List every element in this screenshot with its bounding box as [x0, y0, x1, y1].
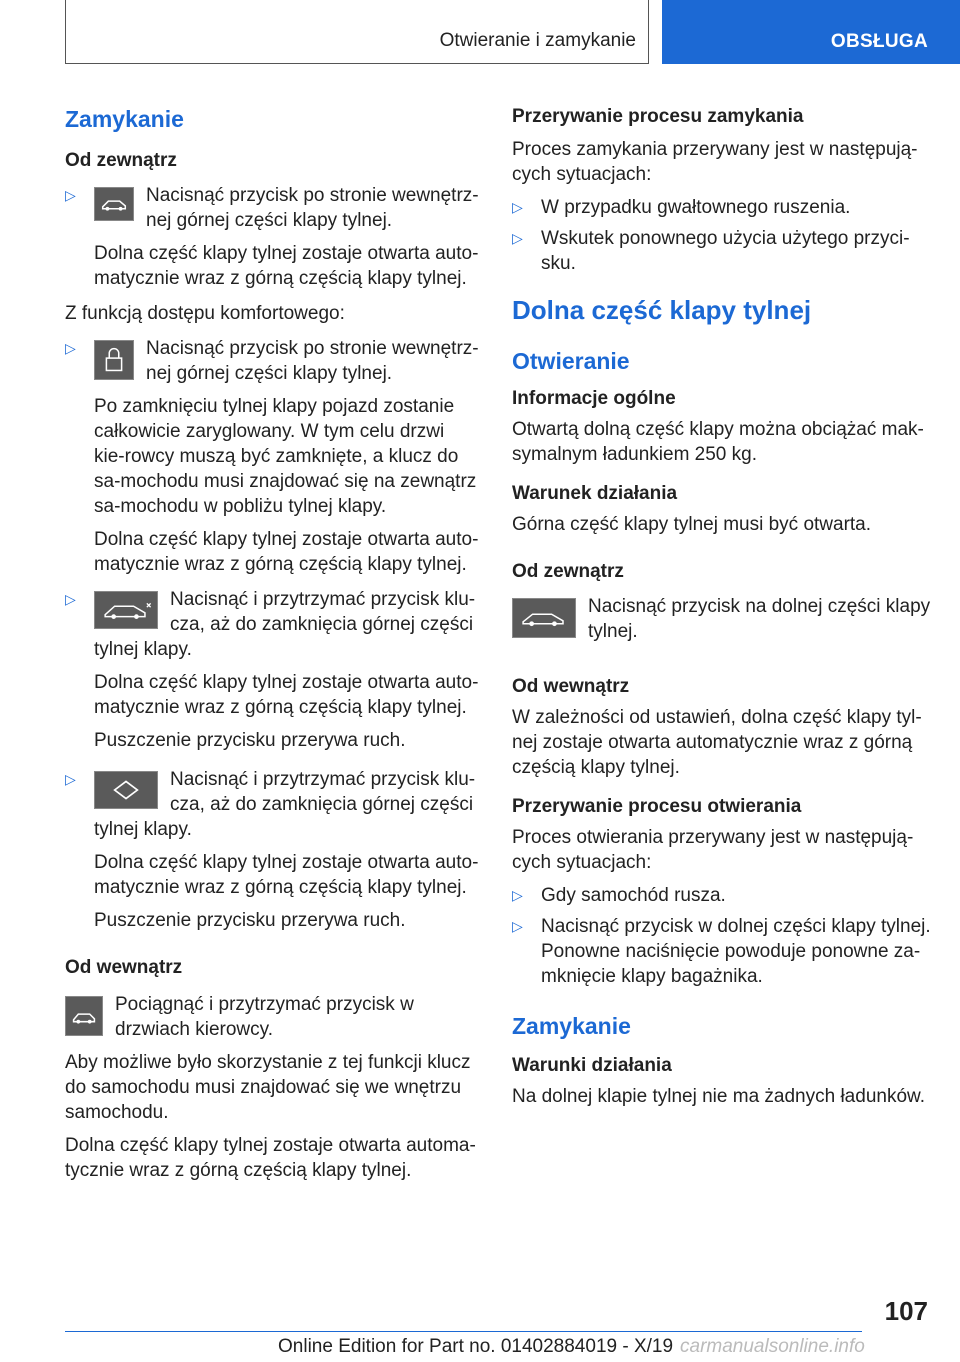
- list-item: [512, 195, 932, 220]
- heading-zamykanie-right: Zamykanie: [512, 1013, 631, 1039]
- footer-divider: [65, 1331, 862, 1332]
- bullet-icon: ▷: [65, 340, 76, 356]
- przerywanie-zam-bullet-2: Wskutek ponownego użycia użytego przyci-sku.: [541, 228, 910, 274]
- heading-od-wewnatrz: Od wewnątrz: [65, 957, 183, 978]
- przerywanie-zam-paragraph: Proces zamykania przerywany jest w następują-cych sytuacjach:: [512, 139, 918, 185]
- watermark: carmanualsonline.info: [680, 1336, 865, 1357]
- b1-text: Nacisnąć przycisk po stronie wewnętrz-nej górnej części klapy tylnej.: [146, 185, 479, 231]
- przerywanie-otw-paragraph: Proces otwierania przerywany jest w następują-cych sytuacjach:: [512, 827, 914, 873]
- heading-warunek: Warunek działania: [512, 483, 678, 504]
- heading-przerywanie-otwierania: Przerywanie procesu otwierania: [512, 796, 802, 817]
- zewnatrz-block: [512, 594, 932, 644]
- list-item: [512, 226, 932, 276]
- heading-od-zewnatrz: Od zewnątrz: [65, 150, 177, 171]
- footer-edition: Online Edition for Part no. 01402884019 - X/19: [278, 1336, 674, 1357]
- list-item: [65, 587, 480, 753]
- heading-przerywanie-zamykania: Przerywanie procesu zamykania: [512, 106, 804, 127]
- b2-paragraph-1: Po zamknięciu tylnej klapy pojazd zostanie całkowicie zaryglowany. W tym celu drzwi kie-rowcy muszą być zamknięte, a klucz do sa-mochodu musi znajdować się na zewnątrz sa-mochodu w pobliżu tylnej klapy.: [94, 396, 477, 517]
- zewnatrz-text: Nacisnąć przycisk na dolnej części klapy tylnej.: [588, 596, 931, 642]
- przerywanie-otw-bullet-2: Nacisnąć przycisk w dolnej części klapy tylnej. Ponowne naciśnięcie powoduje ponowne za-mknięcie klapy bagażnika.: [541, 916, 931, 987]
- wewnatrz-paragraph: W zależności od ustawień, dolna część klapy tyl-nej zostaje otwarta automatycznie wraz z górną częścią klapy tylnej.: [512, 707, 922, 778]
- heading-warunki: Warunki działania: [512, 1055, 672, 1076]
- list-item: [65, 336, 480, 577]
- b3-paragraph-1: Dolna część klapy tylnej zostaje otwarta auto-matycznie wraz z górną częścią klapy tylnej.: [94, 672, 479, 718]
- b3-text: Nacisnąć i przytrzymać przycisk klu-cza, aż do zamknięcia górnej części tylnej klapy.: [94, 589, 476, 660]
- bullet-icon: ▷: [512, 230, 523, 246]
- left-column: [65, 100, 480, 1183]
- b4-text: Nacisnąć i przytrzymać przycisk klu-cza, aż do zamknięcia górnej części tylnej klapy.: [94, 769, 476, 840]
- heading-dolna-czesc: Dolna część klapy tylnej: [512, 295, 812, 325]
- header-box: [65, 0, 649, 64]
- page-number: 107: [884, 1296, 928, 1326]
- list-item: [512, 883, 932, 908]
- wewnatrz-text: Pociągnąć i przytrzymać przycisk w drzwiach kierowcy.: [115, 994, 414, 1040]
- header-title: Otwieranie i zamykanie: [439, 30, 636, 51]
- wewnatrz-paragraph-1: Aby możliwe było skorzystanie z tej funkcji klucz do samochodu musi znajdować się we wnętrzu samochodu.: [65, 1052, 471, 1123]
- tailgate-key-icon: [94, 591, 158, 629]
- info-paragraph: Otwartą dolną część klapy można obciążać mak-symalnym ładunkiem 250 kg.: [512, 419, 924, 465]
- right-column: [512, 100, 932, 1109]
- b1-paragraph: Dolna część klapy tylnej zostaje otwarta auto-matycznie wraz z górną częścią klapy tylnej.: [94, 243, 479, 289]
- header-tab-label: OBSŁUGA: [830, 31, 928, 52]
- bullet-icon: ▷: [65, 771, 76, 787]
- heading-informacje-ogolne: Informacje ogólne: [512, 388, 676, 409]
- tailgate-car-icon: [94, 187, 134, 221]
- bullet-icon: ▷: [65, 187, 76, 203]
- warunki-paragraph: Na dolnej klapie tylnej nie ma żadnych ładunków.: [512, 1086, 925, 1107]
- b2-paragraph-2: Dolna część klapy tylnej zostaje otwarta auto-matycznie wraz z górną częścią klapy tylnej.: [94, 529, 479, 575]
- b2-text: Nacisnąć przycisk po stronie wewnętrz-nej górnej części klapy tylnej.: [146, 338, 479, 384]
- przerywanie-otw-bullet-1: Gdy samochód rusza.: [541, 885, 726, 906]
- bullet-icon: ▷: [65, 591, 76, 607]
- wewnatrz-block: [65, 992, 480, 1042]
- list-item: [512, 914, 932, 989]
- heading-od-zewnatrz-right: Od zewnątrz: [512, 561, 624, 582]
- b3-paragraph-2: Puszczenie przycisku przerywa ruch.: [94, 730, 406, 751]
- door-tailgate-icon: [65, 996, 103, 1036]
- list-item: [65, 767, 480, 933]
- komfort-text: Z funkcją dostępu komfortowego:: [65, 303, 345, 324]
- heading-zamykanie: Zamykanie: [65, 106, 184, 132]
- b4-paragraph-1: Dolna część klapy tylnej zostaje otwarta auto-matycznie wraz z górną częścią klapy tylnej.: [94, 852, 479, 898]
- header-tab[interactable]: [662, 0, 960, 64]
- lock-icon: [94, 340, 134, 380]
- list-item: [65, 183, 480, 291]
- wewnatrz-paragraph-2: Dolna część klapy tylnej zostaje otwarta automa-tycznie wraz z górną częścią klapy tylnej.: [65, 1135, 476, 1181]
- heading-od-wewnatrz-right: Od wewnątrz: [512, 676, 630, 697]
- warunek-paragraph: Górna część klapy tylnej musi być otwarta.: [512, 514, 872, 535]
- bullet-icon: ▷: [512, 918, 523, 934]
- heading-otwieranie: Otwieranie: [512, 348, 630, 374]
- bullet-icon: ▷: [512, 199, 523, 215]
- bullet-icon: ▷: [512, 887, 523, 903]
- b4-paragraph-2: Puszczenie przycisku przerywa ruch.: [94, 910, 406, 931]
- diamond-button-icon: [94, 771, 158, 809]
- przerywanie-zam-bullet-1: W przypadku gwałtownego ruszenia.: [541, 197, 851, 218]
- lower-tailgate-icon: [512, 598, 576, 638]
